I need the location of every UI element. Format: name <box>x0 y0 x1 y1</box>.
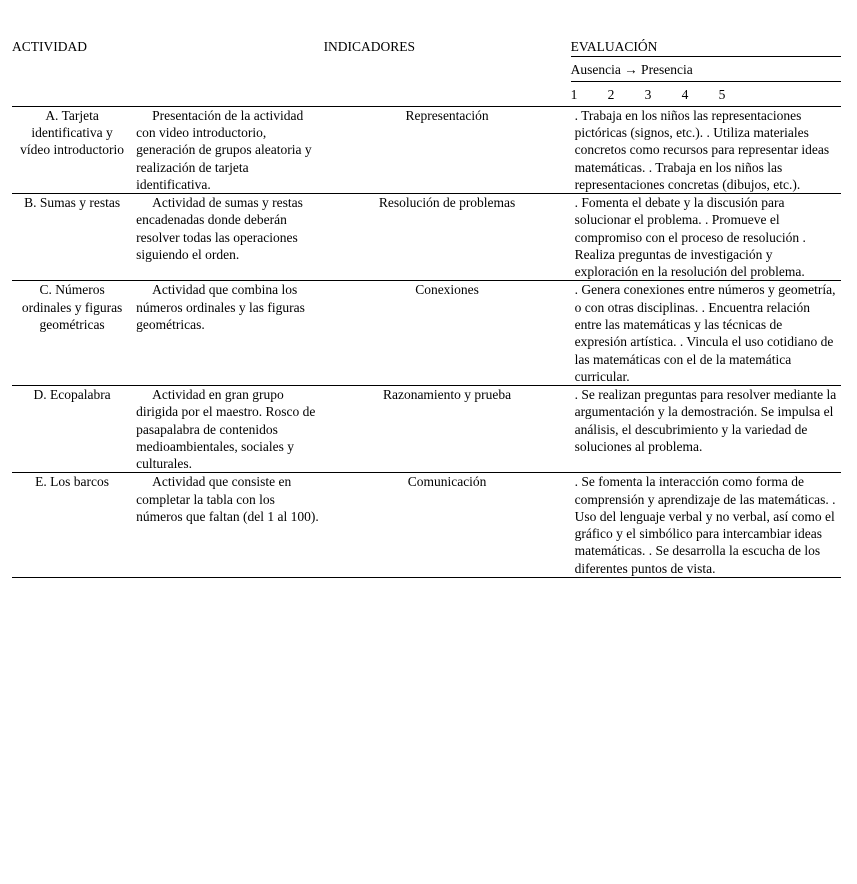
row-description: Actividad en gran grupo dirigida por el maestro. Rosco de pasapalabra de contenidos medioambientales, sociales y culturales. <box>136 387 316 472</box>
table-row <box>12 107 841 194</box>
row-description: Actividad de sumas y restas encadenadas donde deberán resolver todas las operaciones siguiendo el orden. <box>136 195 303 262</box>
scale-value-4: 4 <box>681 86 689 102</box>
scale-value-5: 5 <box>718 86 726 102</box>
row-evaluation: . Se realizan preguntas para resolver mediante la argumentación y la demostración. Se impulsa el análisis, el descubrimiento y la variedad de soluciones al problema. <box>574 387 837 454</box>
table-row <box>12 386 841 473</box>
row-indicator: Representación <box>405 107 489 123</box>
table-row <box>12 281 841 385</box>
row-evaluation: . Se fomenta la interacción como forma de comprensión y aprendizaje de las matemáticas. . Uso del lenguaje verbal y no verbal, así como el gráfico y el simbólico para intercambiar ideas matemáticas. . Se desarrolla la escucha de los diferentes puntos de vista. <box>574 474 836 576</box>
row-indicator: Razonamiento y prueba <box>382 387 512 403</box>
row-description: Actividad que consiste en completar la tabla con los números que faltan (del 1 al 100). <box>136 474 319 524</box>
evaluation-table <box>12 38 841 578</box>
row-activity: B. Sumas y restas <box>24 195 121 211</box>
row-indicator: Resolución de problemas <box>378 195 516 211</box>
row-activity: C. Números ordinales y figuras geométricas <box>21 282 123 332</box>
row-indicator: Comunicación <box>407 474 487 490</box>
row-evaluation: . Fomenta el debate y la discusión para solucionar el problema. . Promueve el compromiso con el proceso de resolución . Realiza preguntas de investigación y exploración en la resolución del problema. <box>574 195 806 280</box>
scale-value-1: 1 <box>570 86 578 102</box>
row-evaluation: . Genera conexiones entre números y geometría, o con otras disciplinas. . Encuentra relación entre las matemáticas y las técnicas de expresión artística. . Vincula el uso cotidiano de las matemáticas con el de la matemática curricular. <box>574 282 836 384</box>
table-header-row <box>12 38 841 106</box>
header-evaluation: EVALUACIÓN <box>571 38 841 57</box>
row-activity: D. Ecopalabra <box>33 387 111 403</box>
header-indicators: INDICADORES <box>323 39 416 54</box>
row-evaluation: . Trabaja en los niños las representaciones pictóricas (signos, etc.). . Utiliza materiales concretos como recursos para representar ideas matemáticas. . Trabaja en los niños las representaciones concretas (dibujos, etc.). <box>574 107 830 192</box>
header-evaluation-scale <box>571 82 841 106</box>
scale-value-3: 3 <box>644 86 652 102</box>
table-bottom-rule <box>12 577 841 578</box>
row-description: Presentación de la actividad con video introductorio, generación de grupos aleatoria y realización de tarjeta identificativa. <box>136 107 312 192</box>
scale-value-2: 2 <box>607 86 615 102</box>
row-description: Actividad que combina los números ordinales y las figuras geométricas. <box>136 282 305 332</box>
table-row <box>12 194 841 281</box>
header-description-spacer <box>132 38 323 106</box>
header-evaluation-group <box>571 38 841 106</box>
row-activity: A. Tarjeta identificativa y vídeo introductorio <box>20 107 125 158</box>
header-evaluation-subtitle: Ausencia → Presencia <box>571 57 841 81</box>
table-row <box>12 473 841 577</box>
row-indicator: Conexiones <box>415 282 479 298</box>
header-activity: ACTIVIDAD <box>12 39 87 54</box>
row-activity: E. Los barcos <box>35 474 110 490</box>
